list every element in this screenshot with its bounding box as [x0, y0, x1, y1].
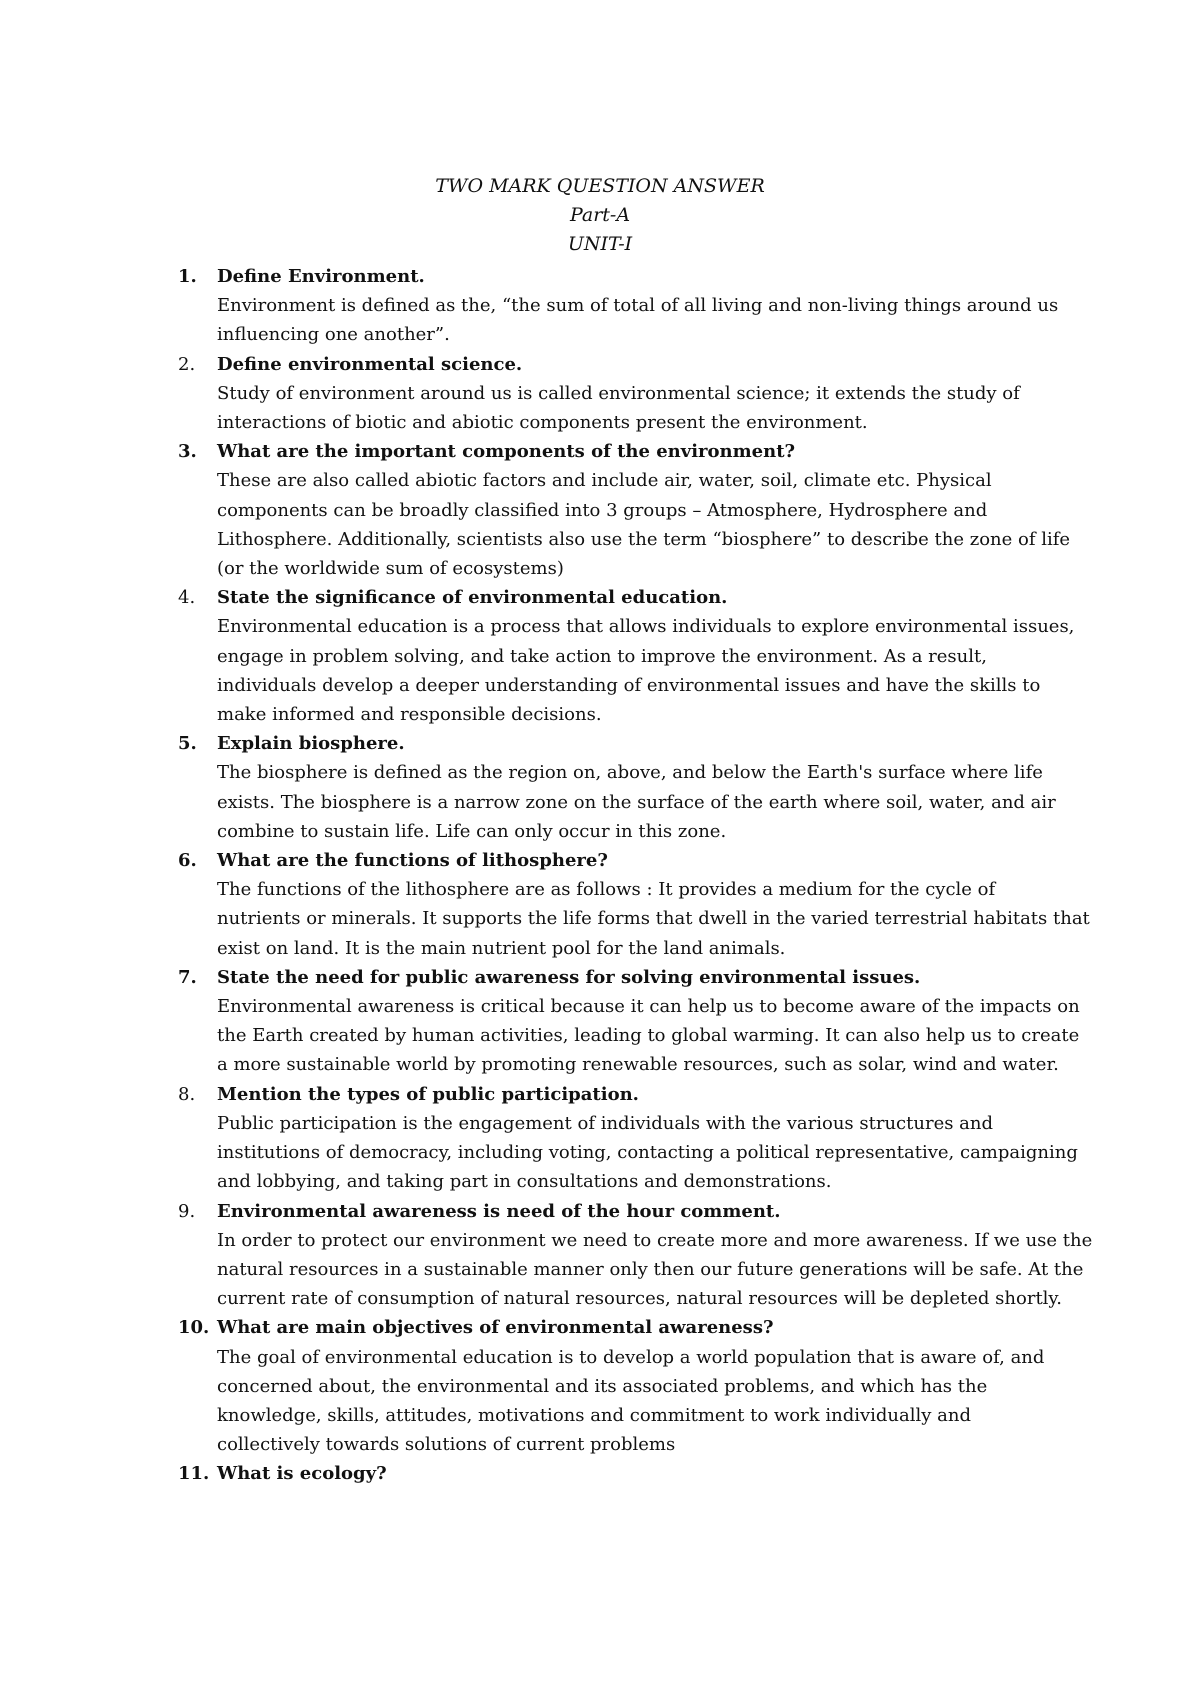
answer-line: Environment is defined as the, “the sum of total of all living and non-living things around us — [217, 295, 1059, 317]
answer-text — [217, 612, 1200, 729]
question-text: What are the important components of the environment? — [217, 441, 796, 463]
question-text: Explain biosphere. — [217, 733, 405, 755]
question-item — [0, 1313, 1200, 1459]
answer-line: In order to protect our environment we need to create more and more awareness. If we use the — [217, 1229, 1093, 1251]
answer-text — [217, 992, 1200, 1080]
question-item — [0, 1459, 1200, 1488]
answer-text — [217, 291, 1200, 349]
question-text: Mention the types of public participation. — [217, 1083, 639, 1105]
question-number: 8. — [178, 1083, 196, 1105]
question-number: 1. — [178, 266, 197, 287]
question-text: State the significance of environmental education. — [217, 587, 728, 609]
answer-line: current rate of consumption of natural resources, natural resources will be depleted shortly. — [217, 1288, 1062, 1310]
question-item — [0, 437, 1200, 583]
question-number: 10. — [178, 1317, 210, 1339]
answer-line: Environmental education is a process that allows individuals to explore environmental issues, — [217, 616, 1075, 638]
question-item — [0, 1197, 1200, 1314]
answer-text — [217, 1343, 1200, 1460]
answer-text — [217, 379, 1200, 437]
answer-line: Environmental awareness is critical because it can help us to become aware of the impacts on — [217, 996, 1080, 1018]
question-text: State the need for public awareness for solving environmental issues. — [217, 966, 921, 988]
question-number: 4. — [178, 587, 196, 609]
question-item — [0, 350, 1200, 438]
part-heading: Part-A — [569, 204, 631, 226]
question-number: 6. — [178, 850, 197, 872]
answer-line: The biosphere is defined as the region on, above, and below the Earth's surface where life — [217, 762, 1043, 784]
question-number: 7. — [178, 966, 197, 988]
question-item — [0, 963, 1200, 1080]
answer-line: concerned about, the environmental and its associated problems, and which has the — [217, 1375, 988, 1397]
question-text: Define environmental science. — [217, 353, 523, 375]
question-number: 3. — [178, 441, 197, 463]
question-number: 11. — [178, 1463, 210, 1485]
answer-text — [217, 1109, 1200, 1197]
answer-text — [217, 875, 1200, 963]
question-answer-list — [0, 262, 1200, 1489]
answer-line: The goal of environmental education is to develop a world population that is aware of, and — [217, 1346, 1045, 1368]
answer-line: The functions of the lithosphere are as follows : It provides a medium for the cycle of — [217, 879, 996, 901]
question-text: What are the functions of lithosphere? — [217, 850, 608, 872]
answer-text — [217, 466, 1200, 583]
answer-line: Public participation is the engagement of individuals with the various structures and — [217, 1112, 994, 1134]
answer-line: the Earth created by human activities, leading to global warming. It can also help us to create — [217, 1025, 1080, 1047]
answer-text — [217, 758, 1200, 846]
unit-heading: UNIT-I — [567, 233, 633, 255]
answer-line: influencing one another”. — [217, 324, 450, 346]
answer-line: engage in problem solving, and take action to improve the environment. As a result, — [217, 645, 987, 667]
answer-line: interactions of biotic and abiotic components present the environment. — [217, 412, 868, 434]
answer-line: a more sustainable world by promoting renewable resources, such as solar, wind and water. — [217, 1054, 1059, 1076]
answer-line: These are also called abiotic factors and include air, water, soil, climate etc. Physical — [217, 470, 992, 492]
answer-line: (or the worldwide sum of ecosystems) — [217, 558, 564, 580]
question-item — [0, 583, 1200, 729]
question-number: 2. — [178, 353, 196, 375]
answer-line: nutrients or minerals. It supports the life forms that dwell in the varied terrestrial habitats that — [217, 908, 1090, 930]
question-item — [0, 1080, 1200, 1197]
question-text: Define Environment. — [217, 266, 425, 287]
answer-line: collectively towards solutions of current problems — [217, 1434, 676, 1456]
document-title: TWO MARK QUESTION ANSWER — [435, 175, 765, 197]
answer-line: and lobbying, and taking part in consultations and demonstrations. — [217, 1171, 832, 1193]
answer-text — [217, 1226, 1200, 1314]
question-number: 9. — [178, 1200, 196, 1222]
question-item — [0, 262, 1200, 350]
answer-line: exists. The biosphere is a narrow zone on the surface of the earth where soil, water, and air — [217, 791, 1056, 813]
answer-line: make informed and responsible decisions. — [217, 704, 602, 726]
answer-line: Lithosphere. Additionally, scientists also use the term “biosphere” to describe the zone of life — [217, 528, 1071, 550]
question-text: What are main objectives of environmental awareness? — [217, 1317, 774, 1339]
answer-line: knowledge, skills, attitudes, motivations and commitment to work individually and — [217, 1404, 972, 1426]
answer-line: institutions of democracy, including voting, contacting a political representative, campaigning — [217, 1142, 1078, 1164]
answer-line: combine to sustain life. Life can only occur in this zone. — [217, 820, 727, 842]
answer-line: individuals develop a deeper understanding of environmental issues and have the skills to — [217, 674, 1041, 696]
question-text: Environmental awareness is need of the hour comment. — [217, 1200, 781, 1222]
answer-line: Study of environment around us is called environmental science; it extends the study of — [217, 382, 1020, 404]
answer-line: natural resources in a sustainable manner only then our future generations will be safe. At the — [217, 1258, 1084, 1280]
question-text: What is ecology? — [217, 1463, 387, 1485]
question-number: 5. — [178, 733, 197, 755]
question-item — [0, 846, 1200, 963]
answer-line: exist on land. It is the main nutrient pool for the land animals. — [217, 937, 786, 959]
answer-line: components can be broadly classified into 3 groups – Atmosphere, Hydrosphere and — [217, 499, 988, 521]
question-item — [0, 729, 1200, 846]
